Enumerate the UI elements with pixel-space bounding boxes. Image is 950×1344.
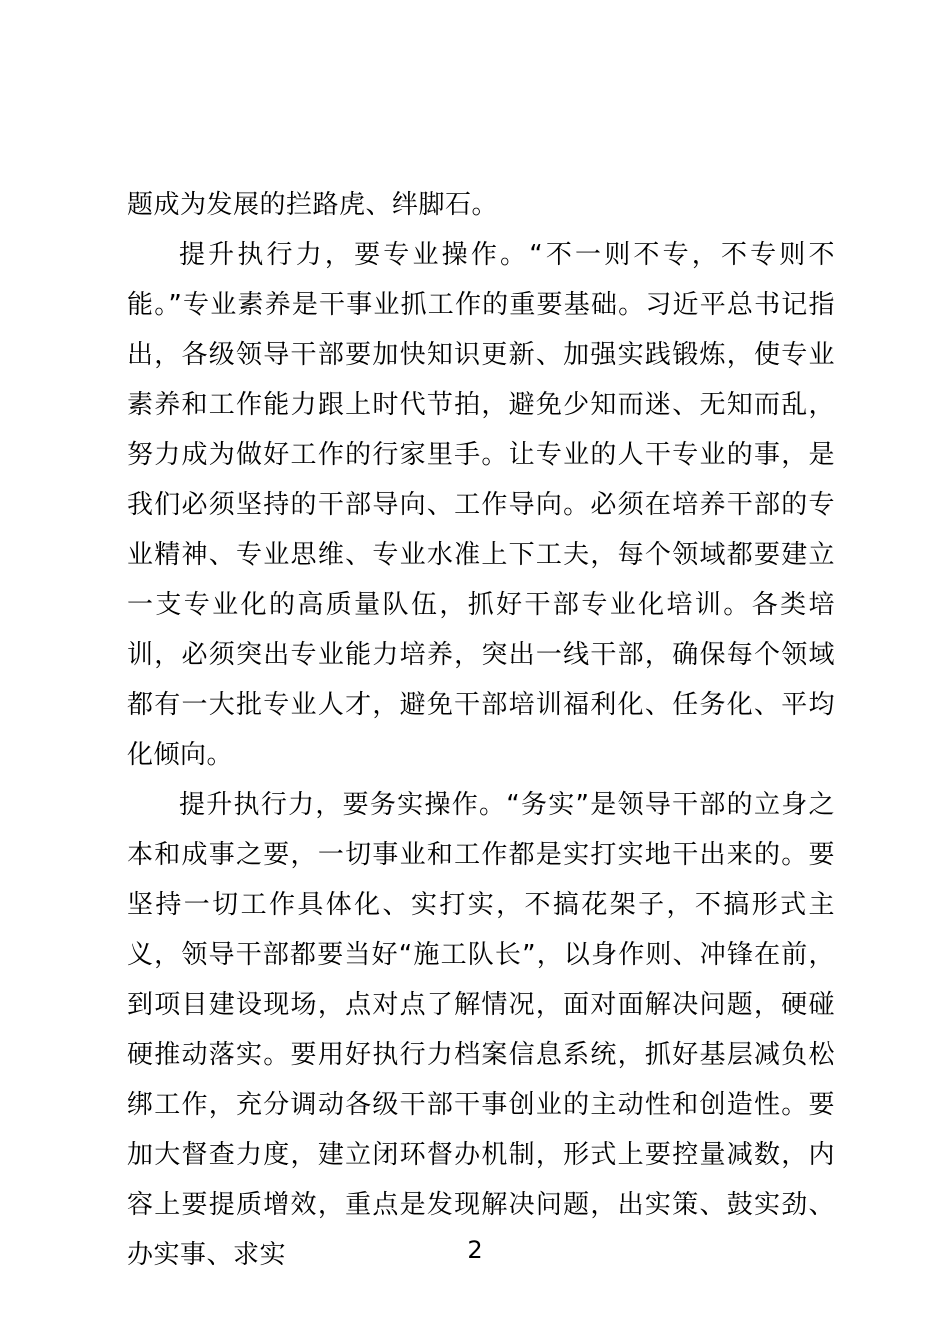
paragraph-professional-operation: 提升执行力，要专业操作。“不一则不专，不专则不能。”专业素养是干事业抓工作的重要基础。习近平总书记指出，各级领导干部要加快知识更新、加强实践锻炼，使专业素养和工作能力跟上时代节拍，避免少知而迷、无知而乱，努力成为做好工作的行家里手。让专业的人干专业的事，是我们必须坚持的干部导向、工作导向。必须在培养干部的专业精神、专业思维、专业水准上下工夫，每个领域都要建立一支专业化的高质量队伍，抓好干部专业化培训。各类培训，必须突出专业能力培养，突出一线干部，确保每个领域都有一大批专业人才，避免干部培训福利化、任务化、平均化倾向。 — [127, 240, 835, 770]
document-page — [127, 180, 835, 1280]
paragraph-continued: 题成为发展的拦路虎、绊脚石。 — [127, 190, 499, 220]
paragraph-pragmatic-operation: 提升执行力，要务实操作。“务实”是领导干部的立身之本和成事之要，一切事业和工作都是实打实地干出来的。要坚持一切工作具体化、实打实，不搞花架子，不搞形式主义，领导干部都要当好“施工队长”，以身作则、冲锋在前，到项目建设现场，点对点了解情况，面对面解决问题，硬碰硬推动落实。要用好执行力档案信息系统，抓好基层减负松绑工作，充分调动各级干部干事创业的主动性和创造性。要加大督查力度，建立闭环督办机制，形式上要控量减数，内容上要提质增效，重点是发现解决问题，出实策、鼓实劲、办实事、求实 — [127, 790, 835, 1270]
page-number: 2 — [467, 1236, 483, 1264]
